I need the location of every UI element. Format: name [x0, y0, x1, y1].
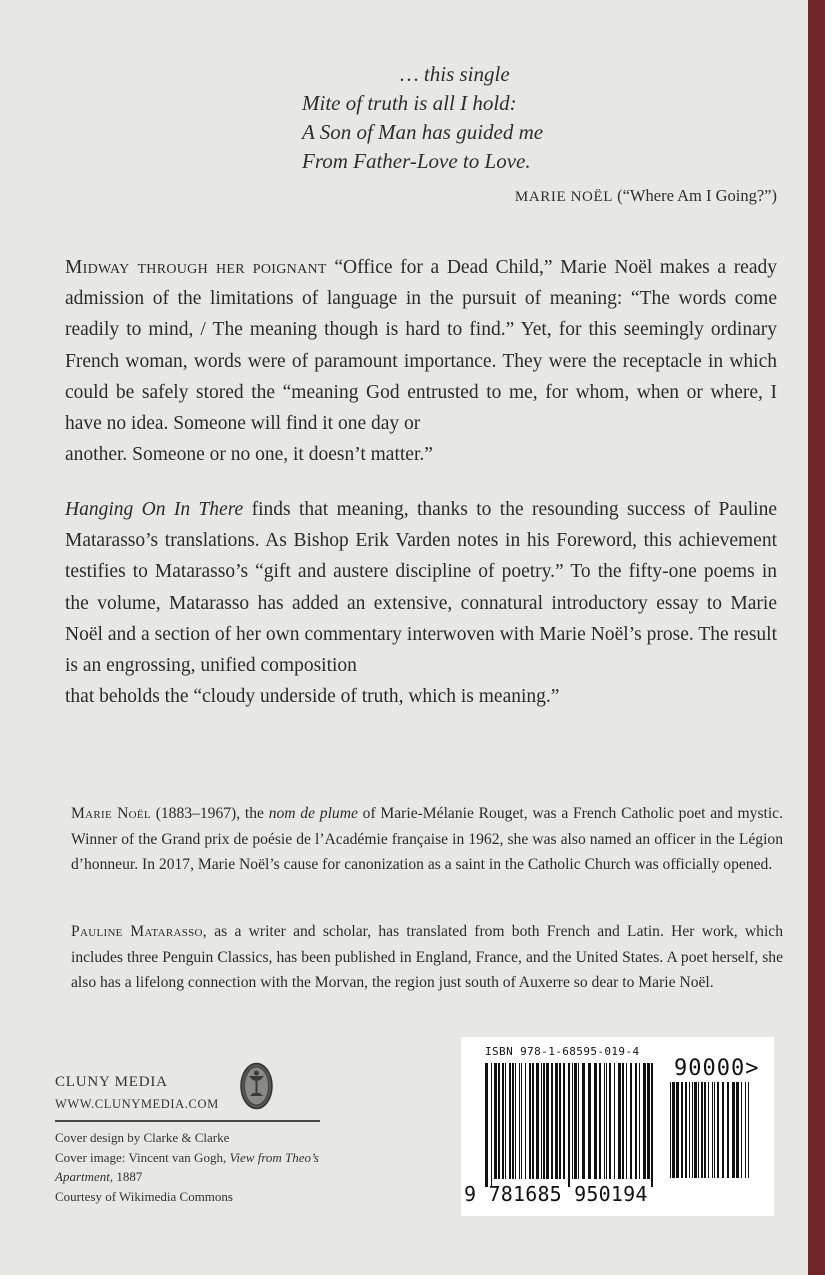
cover-credits [55, 1128, 325, 1206]
epigraph-author: MARIE NOËL [514, 189, 613, 205]
author-bio [71, 801, 783, 878]
barcode-digits: 9 781685 950194 [464, 1182, 648, 1206]
barcode-bar [512, 1063, 514, 1179]
barcode-bar [643, 1063, 646, 1179]
epigraph-line: A Son of Man has guided me [302, 120, 544, 144]
barcode-bar [541, 1063, 542, 1179]
divider-rule [55, 1120, 320, 1122]
spine-edge [808, 0, 825, 1275]
barcode-bar [681, 1082, 683, 1178]
barcode-bar [519, 1063, 520, 1179]
epigraph [302, 60, 762, 176]
translator-bio [71, 919, 783, 996]
barcode-bar [551, 1063, 553, 1179]
barcode-bar [712, 1082, 713, 1178]
paragraph-text: finds that meaning, thanks to the resounding success of Pauline Matarasso’s translations. As Bishop Erik Varden notes in his Foreword, this achievement testifies to Matarasso’s “gift and austere discipline of poetry.” To the fifty-one poems in the volume, Matarasso has added an extensive, connatural introductory essay to Marie Noël and a section of her own commentary interwoven with Marie Noël’s prose. The result is an engrossing, unified composition [65, 499, 777, 677]
barcode-bar [708, 1082, 709, 1178]
isbn-label: ISBN 978-1-68595-019-4 [485, 1045, 640, 1058]
epigraph-line: … this single [400, 62, 510, 86]
barcode-bar [748, 1082, 749, 1178]
barcode-bar [714, 1082, 715, 1178]
barcode-bar [546, 1063, 549, 1179]
publisher-url: WWW.CLUNYMEDIA.COM [55, 1097, 219, 1111]
barcode-bar [588, 1063, 591, 1179]
price-addon-digits: 90000> [674, 1056, 760, 1081]
barcode-bar [685, 1082, 687, 1178]
barcode-bar [745, 1082, 746, 1178]
author-dates: (1883–1967), the [155, 805, 264, 822]
barcode-bar [689, 1082, 690, 1178]
epigraph-source: (“Where Am I Going?”) [617, 186, 777, 205]
barcode-bar [672, 1082, 675, 1178]
barcode-bar [732, 1082, 735, 1178]
paragraph-text: “Office for a Dead Child,” Marie Noël makes a ready admission of the limitations of language in the pursuit of meaning: “The words come readily to mind, / The meaning though is hard to find.” Yet, for this seemingly ordinary French woman, words were of paramount importance. They were the receptacle in which could be safely stored the “meaning God entrusted to me, for whom, when or where, I have no idea. Someone will find it one day or [65, 257, 777, 435]
design-credit: Cover design by Clarke & Clarke [55, 1130, 230, 1145]
translator-name: Pauline Matarasso, [71, 923, 207, 940]
barcode-bar [639, 1063, 640, 1179]
epigraph-line: Mite of truth is all I hold: [302, 91, 517, 115]
barcode-bar [521, 1063, 522, 1179]
publisher-seal-icon [240, 1062, 273, 1110]
painting-year: , 1887 [109, 1169, 143, 1184]
barcode-bar [555, 1063, 558, 1179]
barcode-bar [604, 1063, 605, 1179]
barcode-bar [698, 1082, 699, 1178]
author-bio-text: of Marie-Mélanie Rouget, was a French Catholic poet and mystic. Winner of the Grand prix de poésie de l’Académie française in 1962, she was also named an officer in the Légion d’honneur. In 2017, Marie Noël’s cause for canonization as a saint in the Catholic Church was officially opened. [71, 805, 783, 873]
barcode-bar [529, 1063, 531, 1179]
barcode-bar [574, 1063, 577, 1179]
barcode-bar [578, 1063, 579, 1179]
barcode-bar [622, 1063, 624, 1179]
barcode-bar [594, 1063, 597, 1179]
translator-bio-text: as a writer and scholar, has translated from both French and Latin. Her work, which includes three Penguin Classics, has been published in England, France, and the United States. A poet herself, she also has a lifelong connection with the Morvan, the region just south of Auxerre so dear to Marie Noël. [71, 923, 783, 991]
barcode-bar [563, 1063, 565, 1179]
barcode-bar [491, 1063, 492, 1187]
barcode-bar [626, 1063, 627, 1179]
barcode-bar [505, 1063, 506, 1179]
barcode-bar [536, 1063, 539, 1179]
barcode-bar [582, 1063, 585, 1179]
barcode-bar [568, 1063, 570, 1187]
barcode-bar [670, 1082, 671, 1178]
barcode-bar [525, 1063, 526, 1179]
barcode-bar [676, 1082, 679, 1178]
description-paragraph-1 [65, 252, 777, 470]
painting-title: View from Theo’s Apartment [55, 1149, 319, 1184]
publisher-name: CLUNY MEDIA [55, 1074, 168, 1090]
barcode-bar [701, 1082, 703, 1178]
nom-de-plume: nom de plume [268, 805, 358, 822]
image-credit [55, 1148, 325, 1187]
barcode-bar [741, 1082, 742, 1178]
barcode-bar [559, 1063, 561, 1179]
barcode-bar [722, 1082, 724, 1178]
courtesy-credit: Courtesy of Wikimedia Commons [55, 1188, 233, 1204]
barcode-bar [635, 1063, 637, 1179]
barcode-bar [692, 1082, 693, 1178]
barcode-bar [704, 1082, 706, 1178]
barcode-bar [694, 1082, 697, 1178]
barcode-bar [736, 1082, 739, 1178]
barcode-bar [494, 1063, 497, 1179]
barcode-bar [509, 1063, 511, 1179]
barcode-bar [647, 1063, 650, 1179]
barcode-bar [727, 1082, 729, 1178]
author-name: Marie Noël [71, 805, 151, 822]
publisher-block [55, 1071, 219, 1115]
image-credit-prefix: Cover image: Vincent van Gogh, [55, 1149, 227, 1165]
barcode-bar [618, 1063, 621, 1179]
paragraph-last-line: another. Someone or no one, it doesn’t matter.” [65, 444, 433, 466]
epigraph-attribution [515, 186, 777, 206]
epigraph-line: From Father-Love to Love. [302, 149, 531, 173]
barcode-bar [606, 1063, 607, 1179]
barcode-bar [532, 1063, 534, 1179]
book-title: Hanging On In There [65, 499, 244, 520]
description-paragraph-2 [65, 494, 777, 712]
ean-barcode [485, 1063, 653, 1187]
barcode-bar [651, 1063, 653, 1187]
barcode-bar [515, 1063, 516, 1179]
barcode-bar [599, 1063, 601, 1179]
barcode-bar [498, 1063, 500, 1179]
lead-in: Midway through her poignant [65, 257, 327, 278]
barcode-bar [485, 1063, 488, 1187]
addon-barcode [670, 1082, 750, 1186]
barcode-bar [609, 1063, 611, 1179]
paragraph-last-line: that beholds the “cloudy underside of truth, which is meaning.” [65, 686, 560, 708]
barcode-bar [717, 1082, 719, 1178]
barcode-bar [572, 1063, 573, 1179]
barcode-bar [543, 1063, 545, 1179]
barcode-bar [502, 1063, 504, 1179]
barcode-bar [630, 1063, 632, 1179]
barcode-bar [614, 1063, 615, 1179]
